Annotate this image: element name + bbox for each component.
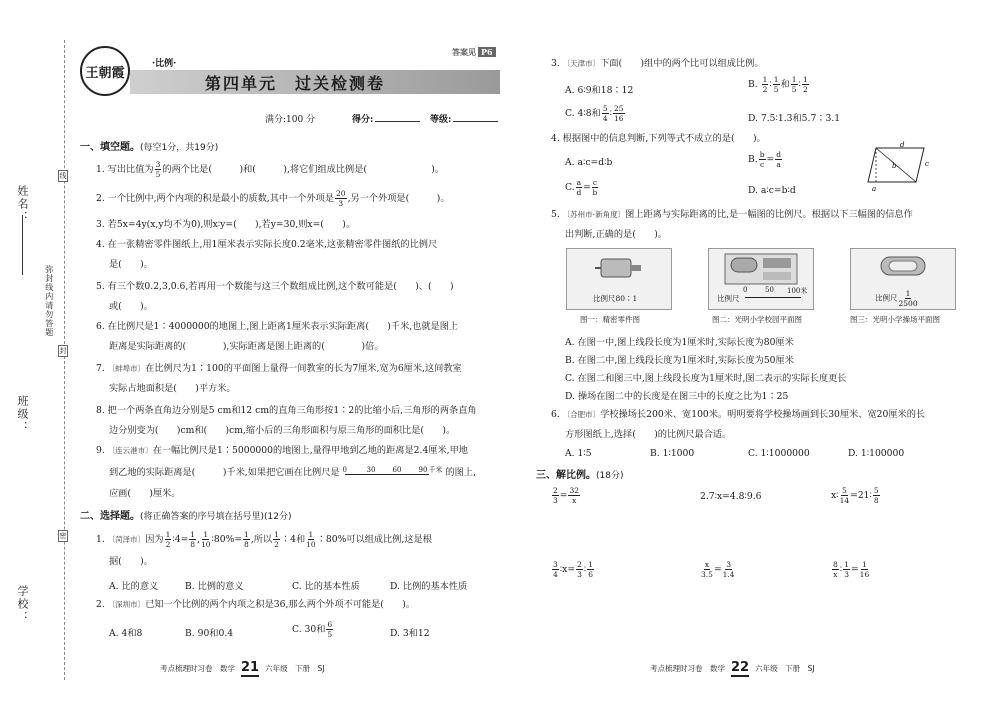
fill-q1: 1. 写出比值为 $\frac{3}{5}$ 的两个比是( )和( ),将它们组成比例是( )。 xyxy=(96,160,445,179)
fill-q8b: 边分别变为( )cm和( )cm,缩小后的三角形面积与原三角形的面积比是( )。 xyxy=(109,425,456,436)
label-c: c xyxy=(925,160,929,168)
choice-q3-option-a: A. 6∶9和18∶12 xyxy=(565,85,634,96)
choice-q3-option-d: D. 7.5∶1.3和5.7∶3.1 xyxy=(748,113,841,124)
choice-q2-option-a: A. 4和8 xyxy=(109,628,143,639)
fill-q3: 3. 若5x=4y(x,y均不为0),则x∶y=( ),若y=30,则x=( )。 xyxy=(96,219,356,230)
figure-playground-plan: 比例尺 $\frac{1}{2500}$ xyxy=(850,248,956,310)
answer-reference: 答案见 P6 xyxy=(452,47,496,58)
fill-q5b: 或( )。 xyxy=(109,301,153,312)
choice-q2-option-d: D. 3和12 xyxy=(390,628,430,639)
choice-q2-option-c: C. 30和 $\frac{6}{5}$ xyxy=(292,620,333,639)
fill-q6a: 6. 在比例尺是1∶4000000的地图上,图上距离1厘米表示实际距离( )千米,也就是图上 xyxy=(96,321,459,332)
choice-q4-option-c: C. $\frac{a}{d}$ = $\frac{c}{b}$ xyxy=(565,178,598,197)
class-label: 班级： xyxy=(16,395,29,434)
seal-box-line: 线 xyxy=(59,172,67,180)
seal-box-secret: 密 xyxy=(59,532,67,540)
section-choice-title: 二、选择题。(将正确答案的序号填在括号里)(12分) xyxy=(80,511,292,522)
choice-q2-option-b: B. 90和0.4 xyxy=(185,628,234,639)
caption-figure3: 图三：光明小学操场平面图 xyxy=(850,315,940,324)
choice-q5-option-b: B. 在图二中,图上线段长度为1厘米时,实际长度为50厘米 xyxy=(565,355,794,366)
choice-q5-option-d: D. 操场在图二中的长度是在图三中的长度之比为1∶25 xyxy=(565,391,789,402)
fill-q9b: 到乙地的实际距离是( )千米,如果把它画在比例尺是 0 30 60 90 千米 的图上, xyxy=(109,465,476,478)
equation-3: x∶ $\frac{5}{14}$ =21∶ $\frac{5}{8}$ xyxy=(831,486,879,505)
choice-q1b: 据( )。 xyxy=(109,556,153,567)
map-scale-bar: 0 30 60 90 千米 xyxy=(342,465,443,474)
fill-q9d: 应画( )厘米。 xyxy=(109,488,181,499)
binding-line xyxy=(64,40,65,680)
label-b: b xyxy=(892,162,897,170)
left-footer: 考点梳理时习卷 数学 21 六年级 下册 SJ xyxy=(160,660,325,675)
choice-q6-option-b: B. 1∶1000 xyxy=(650,448,695,459)
section-fill-blank-title: 一、填空题。(每空1分，共19分) xyxy=(80,142,219,153)
choice-q6-option-d: D. 1∶100000 xyxy=(848,448,905,459)
choice-q4-option-b: B. $\frac{b}{c}$ = $\frac{d}{a}$ xyxy=(748,150,782,169)
section-solve-title: 三、解比例。(18分) xyxy=(536,470,624,481)
seal-box-seal: 封 xyxy=(59,347,67,355)
page-title: 第四单元 过关检测卷 xyxy=(205,74,386,93)
choice-q2: 2. 〔深圳市〕已知一个比例的两个内项之积是36,那么两个外项不可能是( )。 xyxy=(96,599,416,610)
equation-6: $\frac{8}{x}$ ∶ $\frac{1}{3}$ = $\frac{1}{16}$ xyxy=(833,560,870,579)
caption-figure2: 图二：光明小学校园平面图 xyxy=(712,315,802,324)
fill-q8a: 8. 把一个两条直角边分别是5 cm和12 cm的直角三角形按1∶2的比缩小后,三角形的两条直角 xyxy=(96,405,477,416)
choice-q4-option-d: D. a∶c=b∶d xyxy=(748,185,796,196)
choice-q3: 3. 〔天津市〕下面( )组中的两个比可以组成比例。 xyxy=(551,58,764,69)
fill-q2: 2. 一个比例中,两个内项的积是最小的质数,其中一个外项是 $\frac{20}{3}$ ,另一个外项是( )。 xyxy=(96,189,450,208)
equation-1: $\frac{2}{3}$ = $\frac{32}{x}$ xyxy=(553,486,580,505)
school-label: 学校： xyxy=(16,585,29,624)
fill-q9a: 9. 〔连云港市〕在一幅比例尺是1∶5000000的地图上,量得甲地到乙地的距离是2.4厘米,甲地 xyxy=(96,445,468,456)
caption-figure1: 图一：精密零件图 xyxy=(580,315,640,324)
motor-part-icon xyxy=(595,255,643,281)
label-a: a xyxy=(872,185,877,193)
seal-notice: 弥封线内请勿答题 xyxy=(44,265,54,337)
track-icon xyxy=(879,255,927,277)
right-footer: 考点梳理时习卷 数学 22 六年级 下册 SJ xyxy=(650,660,815,675)
score-field: 得分: xyxy=(352,112,420,125)
choice-q3-option-b: B. $\frac{1}{2}$ ∶ $\frac{1}{5}$ 和 $\frac{1}{5}$ ∶ $\frac{1}{2}$ xyxy=(748,75,808,94)
parallelogram-figure xyxy=(862,140,932,195)
choice-q5a: 5. 〔苏州市·新角度〕图上距离与实际距离的比,是一幅图的比例尺。根据以下三幅图的信息作 xyxy=(551,209,913,220)
choice-q6b: 方形图纸上,选择( )的比例尺最合适。 xyxy=(565,429,732,440)
choice-q5-option-c: C. 在图二和图三中,图上线段长度为1厘米时,图二表示的实际长度更长 xyxy=(565,373,847,384)
choice-q5-option-a: A. 在图一中,图上线段长度为1厘米时,实际长度为80厘米 xyxy=(565,337,794,348)
fill-q5a: 5. 有三个数0.2,3,0.6,若再用一个数能与这三个数组成比例,这个数可能是( )、( ) xyxy=(96,281,454,292)
fill-q6b: 距离是实际距离的( ),实际距离是图上距离的( )倍。 xyxy=(109,341,384,352)
label-d: d xyxy=(900,141,905,149)
choice-q6a: 6. 〔合肥市〕学校操场长200米、宽100米。明明要将学校操场画到长30厘米、宽20厘米的长 xyxy=(551,409,926,420)
fill-q4b: 是( )。 xyxy=(109,259,153,270)
choice-q3-option-c: C. 4∶8和 $\frac{5}{4}$ ∶ $\frac{25}{16}$ xyxy=(565,104,624,123)
fill-q7b: 实际占地面积是( )平方米。 xyxy=(109,383,236,394)
equation-4: $\frac{3}{4}$ ∶x= $\frac{2}{3}$ ∶ $\frac{1}{6}$ xyxy=(553,560,594,579)
figure-precision-part: 比例尺80∶1 xyxy=(566,248,672,310)
full-score: 满分:100 分 xyxy=(265,115,316,125)
fill-q4a: 4. 在一张精密零件图纸上,用1厘米表示实际长度0.2毫米,这张精密零件图纸的比例尺 xyxy=(96,239,438,250)
choice-q1a: 1. 〔菏泽市〕因为 $\frac{1}{2}$ ∶4= $\frac{1}{8}$ , $\frac{1}{10}$ ∶80%= $\frac{1}{8}$ ,所以 $\frac{1}{2}$ ∶4和 $\frac{1}{10}$ ∶80%可以组成比例,这是根 xyxy=(96,530,432,549)
choice-q1-option-d: D. 比例的基本性质 xyxy=(390,581,468,592)
brand-logo: 王朝霞 xyxy=(80,46,130,96)
grade-field: 等级: xyxy=(430,112,498,125)
fill-q7a: 7. 〔蚌埠市〕在比例尺为1∶100的平面图上量得一间教室的长为7厘米,宽为6厘米,这间教室 xyxy=(96,363,462,374)
unit-tag: ·比例· xyxy=(152,59,177,69)
choice-q6-option-c: C. 1∶1000000 xyxy=(748,448,810,459)
choice-q1-option-a: A. 比的意义 xyxy=(109,581,159,592)
choice-q5b: 出判断,正确的是( )。 xyxy=(565,229,667,240)
choice-q4-option-a: A. a∶c=d∶b xyxy=(565,157,613,168)
figure-campus-plan: 比例尺 0 50 100米 xyxy=(708,248,814,310)
choice-q6-option-a: A. 1∶5 xyxy=(565,448,592,459)
name-label: 姓名： xyxy=(16,185,29,224)
choice-q4: 4. 根据图中的信息判断,下列等式不成立的是( )。 xyxy=(551,133,766,144)
name-line xyxy=(22,215,23,275)
campus-map-icon xyxy=(723,252,799,286)
choice-q1-option-b: B. 比例的意义 xyxy=(185,581,244,592)
choice-q1-option-c: C. 比的基本性质 xyxy=(292,581,360,592)
equation-5: $\frac{x}{3.5}$ = $\frac{3}{1.4}$ xyxy=(701,560,735,579)
equation-2: 2.7∶x=4.8∶9.6 xyxy=(700,491,762,502)
